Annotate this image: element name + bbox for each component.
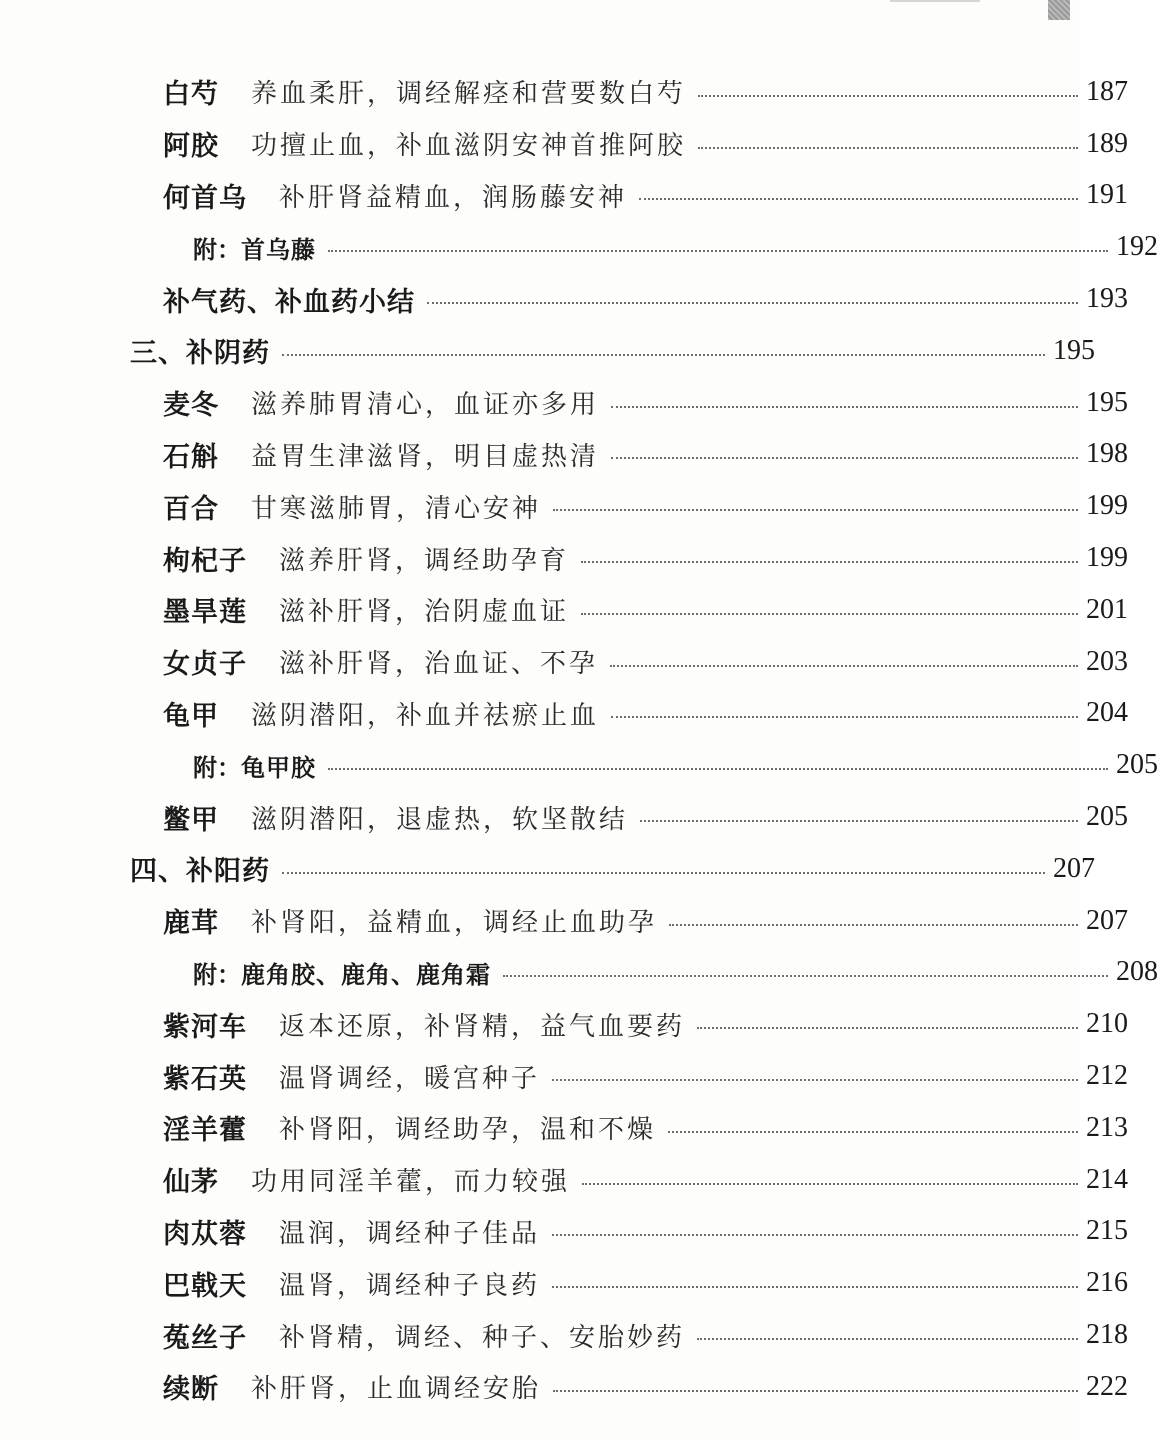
- toc-entry-title: 紫石英: [163, 1063, 247, 1095]
- toc-entry-description: 滋养肺胃清心，血证亦多用: [251, 390, 600, 421]
- toc-entry: [0, 480, 1128, 532]
- toc-page-number: 216: [1086, 1267, 1128, 1299]
- toc-page-number: 189: [1086, 127, 1128, 159]
- toc-page-number: 204: [1086, 697, 1128, 729]
- toc-appendix-entry: [0, 739, 1158, 791]
- toc-entry-title: 鹿茸: [163, 908, 219, 940]
- toc-entry-description: 功用同淫羊藿，而力较强: [251, 1167, 571, 1198]
- toc-entry-description: 返本还原，补肾精，益气血要药: [279, 1011, 686, 1042]
- dot-leader: [282, 872, 1045, 874]
- toc-page-number: 187: [1086, 75, 1128, 107]
- toc-entry-title: 女贞子: [163, 649, 247, 681]
- toc-entry-description: 补肾精，调经、种子、安胎妙药: [279, 1322, 686, 1353]
- dot-leader: [582, 1183, 1078, 1185]
- toc-page-number: 199: [1086, 490, 1128, 522]
- toc-entry-description: 温润，调经种子佳品: [279, 1218, 541, 1249]
- toc-entry: [0, 584, 1128, 636]
- toc-page-number: 212: [1086, 1060, 1128, 1092]
- toc-entry-description: 补肾阳，调经助孕，温和不燥: [279, 1115, 657, 1146]
- dot-leader: [503, 975, 1108, 977]
- toc-entry-title: 石斛: [163, 441, 219, 473]
- toc-entry: [0, 1050, 1128, 1102]
- toc-entry-description: 补肾阳，益精血，调经止血助孕: [251, 908, 658, 939]
- dot-leader: [328, 768, 1108, 770]
- dot-leader: [552, 1079, 1078, 1081]
- toc-entry-description: 甘寒滋肺胃，清心安神: [251, 493, 542, 524]
- toc-entry-description: 温肾，调经种子良药: [279, 1270, 541, 1301]
- toc-entry-description: 滋补肝肾，治血证、不孕: [279, 649, 599, 680]
- dot-leader: [669, 924, 1078, 926]
- dot-leader: [553, 1390, 1078, 1392]
- dot-leader: [640, 820, 1078, 822]
- toc-page-number: 207: [1053, 852, 1095, 884]
- toc-entry-title: 墨旱莲: [163, 597, 247, 629]
- toc-entry: [0, 1102, 1128, 1154]
- dot-leader: [581, 613, 1078, 615]
- toc-entry: [0, 170, 1128, 222]
- dot-leader: [611, 716, 1078, 718]
- toc-page-number: 191: [1086, 179, 1128, 211]
- toc-entry-description: 益胃生津滋肾，明目虚热清: [251, 441, 600, 472]
- toc-entry-description: 滋阴潜阳，退虚热，软坚散结: [251, 804, 629, 835]
- toc-entry: [0, 1154, 1128, 1206]
- page-corner-mark: [1048, 0, 1070, 20]
- toc-entry-title: 紫河车: [163, 1011, 247, 1043]
- toc-section-heading: [0, 325, 1095, 377]
- toc-entry-title: 菟丝子: [163, 1322, 247, 1354]
- dot-leader: [552, 1234, 1078, 1236]
- toc-page-number: 218: [1086, 1319, 1128, 1351]
- toc-page-number: 201: [1086, 593, 1128, 625]
- toc-page-number: 193: [1086, 283, 1128, 315]
- toc-entry: [0, 1257, 1128, 1309]
- toc-page-number: 195: [1086, 386, 1128, 418]
- toc-entry-title: 阿胶: [163, 131, 219, 163]
- toc-entry-title: 四、补阳药: [130, 856, 270, 888]
- toc-entry-description: 补肝肾益精血，润肠藤安神: [279, 182, 628, 213]
- toc-entry-title: 何首乌: [163, 182, 247, 214]
- toc-entry-description: 功擅止血，补血滋阴安神首推阿胶: [251, 131, 687, 162]
- dot-leader: [611, 457, 1078, 459]
- toc-entry-description: 滋补肝肾，治阴虚血证: [279, 597, 570, 628]
- toc-page-number: 214: [1086, 1163, 1128, 1195]
- dot-leader: [668, 1131, 1078, 1133]
- toc-entry: [0, 118, 1128, 170]
- toc-page-number: 192: [1116, 231, 1158, 263]
- toc-page-number: 198: [1086, 438, 1128, 470]
- toc-entry-title: 麦冬: [163, 390, 219, 422]
- toc-entry: [0, 688, 1128, 740]
- toc-entry: [0, 895, 1128, 947]
- toc-entry-title: 首乌藤: [241, 235, 316, 264]
- toc-entry: [0, 1309, 1128, 1361]
- dot-leader: [282, 354, 1045, 356]
- toc-entry: [0, 273, 1128, 325]
- toc-entry-title: 续断: [163, 1374, 219, 1406]
- toc-page-number: 199: [1086, 542, 1128, 574]
- toc-entry-title: 鳖甲: [163, 804, 219, 836]
- toc-appendix-entry: [0, 947, 1158, 999]
- toc-entry-description: 滋阴潜阳，补血并祛瘀止血: [251, 700, 600, 731]
- toc-entry-title: 龟甲: [163, 700, 219, 732]
- toc-entry: [0, 66, 1128, 118]
- toc-entry: [0, 1206, 1128, 1258]
- toc-entry-description: 补肝肾，止血调经安胎: [251, 1374, 542, 1405]
- toc-entry: [0, 1361, 1128, 1413]
- toc-entry-title: 白芍: [163, 79, 219, 111]
- toc-entry-title: 鹿角胶、鹿角、鹿角霜: [241, 960, 491, 989]
- toc-entry-title: 三、补阴药: [130, 338, 270, 370]
- toc-entry-title: 巴戟天: [163, 1270, 247, 1302]
- dot-leader: [553, 509, 1078, 511]
- toc-entry-title: 龟甲胶: [241, 753, 316, 782]
- dot-leader: [328, 250, 1108, 252]
- toc-page-number: 210: [1086, 1008, 1128, 1040]
- toc-entry: [0, 532, 1128, 584]
- dot-leader: [697, 1027, 1078, 1029]
- dot-leader: [611, 406, 1078, 408]
- dot-leader: [552, 1286, 1078, 1288]
- dot-leader: [698, 147, 1078, 149]
- toc-entry-description: 滋养肝肾，调经助孕育: [279, 545, 570, 576]
- toc-section-heading: [0, 843, 1095, 895]
- toc-entry-prefix: 附：: [193, 235, 241, 264]
- toc-entry-description: 温肾调经，暖宫种子: [279, 1063, 541, 1094]
- toc-entry-title: 补气药、补血药小结: [163, 286, 415, 318]
- toc-entry-title: 百合: [163, 493, 219, 525]
- toc-page-number: 205: [1116, 749, 1158, 781]
- toc-entry: [0, 636, 1128, 688]
- toc-page-number: 203: [1086, 645, 1128, 677]
- toc-entry-title: 肉苁蓉: [163, 1218, 247, 1250]
- toc-appendix-entry: [0, 221, 1158, 273]
- toc-page-number: 207: [1086, 904, 1128, 936]
- toc-entry: [0, 429, 1128, 481]
- toc-page-number: 213: [1086, 1111, 1128, 1143]
- toc-page-number: 208: [1116, 956, 1158, 988]
- page-edge-line: [890, 0, 980, 10]
- toc-entry: [0, 791, 1128, 843]
- dot-leader: [610, 665, 1078, 667]
- toc-entry-title: 仙茅: [163, 1167, 219, 1199]
- toc-page-number: 205: [1086, 801, 1128, 833]
- dot-leader: [427, 302, 1078, 304]
- table-of-contents: [0, 66, 1158, 1413]
- toc-page-number: 222: [1086, 1370, 1128, 1402]
- toc-entry: [0, 998, 1128, 1050]
- dot-leader: [698, 95, 1078, 97]
- toc-entry-title: 枸杞子: [163, 545, 247, 577]
- toc-entry-title: 淫羊藿: [163, 1115, 247, 1147]
- toc-entry: [0, 377, 1128, 429]
- toc-entry-prefix: 附：: [193, 960, 241, 989]
- dot-leader: [639, 198, 1078, 200]
- dot-leader: [697, 1338, 1078, 1340]
- toc-entry-description: 养血柔肝，调经解痉和营要数白芍: [251, 79, 687, 110]
- toc-entry-prefix: 附：: [193, 753, 241, 782]
- toc-page-number: 195: [1053, 334, 1095, 366]
- dot-leader: [581, 561, 1078, 563]
- toc-page-number: 215: [1086, 1215, 1128, 1247]
